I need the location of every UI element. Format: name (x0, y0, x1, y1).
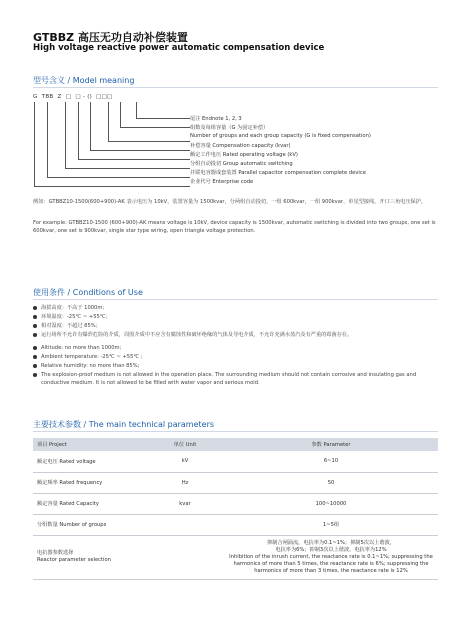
example-cn: 例如：GTBBZ10-1500(600+900)-AK 表示电压为 10kV，装置容量为 1500kvar，分两组自动投切，一组 600kvar，一组 900kvar，单星型接线，开口三角电压保护。 (33, 199, 427, 205)
parameters-table (33, 438, 438, 580)
column-header: 项目 Project (33, 438, 146, 451)
condition-item: 环境温度：-25℃ ~ +55℃； (33, 313, 438, 321)
model-code-diagram (30, 98, 190, 188)
page-title-en: High voltage reactive power automatic compensation device (33, 43, 325, 53)
condition-item: The explosion-proof medium is not allowed in the operation place. The surrounding medium should not contain corrosive and insulating gas and conductive medium. It is not allowed to be filled with water vapor and serious mold. (33, 371, 438, 387)
legend-endnote: 尾注 Endnote 1, 2, 3 (190, 116, 242, 122)
condition-item: 海拔高度：不高于 1000m； (33, 304, 438, 312)
bullet-icon (33, 364, 37, 368)
model-meaning-heading: 型号含义 / Model meaning (33, 76, 135, 85)
condition-item: Altitude: no more than 1000m; (33, 344, 438, 352)
bullet-icon (33, 324, 37, 328)
reactor-param-line: 抑制合闸涌流，电抗率为0.1~1%；抑制5次以上谐波， (267, 539, 395, 546)
technical-heading: 主要技术参数 / The main technical parameters (33, 420, 215, 429)
bullet-icon (33, 333, 37, 337)
cell-unit (146, 535, 224, 579)
cell-project: 额定容量 Rated Capacity (33, 493, 146, 514)
legend-switching: 分组自动投切 Group automatic switching (190, 161, 293, 167)
legend-groups-cn: 组数及每组容量（G 为固定补偿） (190, 125, 269, 131)
section-divider (33, 299, 438, 300)
cell-project (33, 535, 146, 579)
table-row (33, 472, 438, 493)
table-row (33, 514, 438, 535)
condition-item: 相对湿度：不超过 85%； (33, 322, 438, 330)
reactor-param-line: harmonics of more than 5 times, the reactance rate is 6%; suppressing the (233, 560, 429, 567)
cell-project: 额定频率 Rated frequency (33, 472, 146, 493)
reactor-param-line: 电抗率为6%；抑制3次以上谐波，电抗率为12% (275, 546, 387, 553)
cell-project: 额定电压 Rated voltage (33, 451, 146, 472)
cell-param: 6~10 (224, 451, 438, 472)
table-header-row (33, 438, 438, 451)
legend-groups-en: Number of groups and each group capacity (G is fixed compensation) (190, 133, 371, 139)
cell-param: 50 (224, 472, 438, 493)
cell-param (224, 535, 438, 579)
column-header: 单位 Unit (146, 438, 224, 451)
condition-item: 运行场所不允许有爆炸危险的介质，周围介质中不应含有腐蚀性和破坏绝缘的气体及导电介质，不允许充满水蒸汽及有严重的霉菌存在。 (33, 331, 438, 339)
legend-voltage: 额定工作电压 Rated operating voltage (kV) (190, 152, 298, 158)
legend-device: 并联电容器成套装置 Parallel capacitor compensation complete device (190, 170, 366, 176)
condition-item: Relative humidity: no more than 85%; (33, 362, 438, 370)
cell-unit (146, 514, 224, 535)
table-row (33, 493, 438, 514)
bullet-icon (33, 346, 37, 350)
table-row (33, 451, 438, 472)
bullet-icon (33, 315, 37, 319)
table-row (33, 535, 438, 579)
condition-item: Ambient temperature: -25℃ ~ +55℃ ; (33, 353, 438, 361)
reactor-param-line: harmonics of more than 3 times, the reactance rate is 12% (254, 567, 408, 574)
cell-unit: kV (146, 451, 224, 472)
section-divider (33, 431, 438, 432)
page-title-cn: GTBBZ 高压无功自动补偿装置 (33, 31, 188, 44)
bullet-icon (33, 355, 37, 359)
legend-capacity: 补偿容量 Compensation capacity (kvar) (190, 143, 291, 149)
column-header: 参数 Parameter (224, 438, 438, 451)
cell-project: 分组数量 Number of groups (33, 514, 146, 535)
reactor-param-line: Inhibition of the inrush current, the reactance rate is 0.1~1%; suppressing the (229, 553, 433, 560)
cell-param: 1~5组 (224, 514, 438, 535)
cell-unit: Hz (146, 472, 224, 493)
reactor-project-cn: 电抗器参数选择 (37, 550, 74, 556)
section-divider (33, 87, 438, 88)
reactor-project-en: Reactor parameter selection (37, 557, 111, 563)
legend-enterprise: 企业代号 Enterprise code (190, 179, 254, 185)
model-code: G TBB Z □ □ - () □□□ (33, 94, 113, 100)
bullet-icon (33, 373, 37, 377)
cell-param: 100~10000 (224, 493, 438, 514)
bullet-icon (33, 306, 37, 310)
cell-unit: kvar (146, 493, 224, 514)
conditions-heading: 使用条件 / Conditions of Use (33, 288, 143, 297)
example-en: For example: GTBBZ10-1500 (600+900)-AK means voltage is 10kV, device capacity is 1500kvar, automatic switching is divided into two groups, one set is 600kvar, one set is 900kvar, single star type wiring, open triangle voltage protection. (33, 220, 436, 234)
